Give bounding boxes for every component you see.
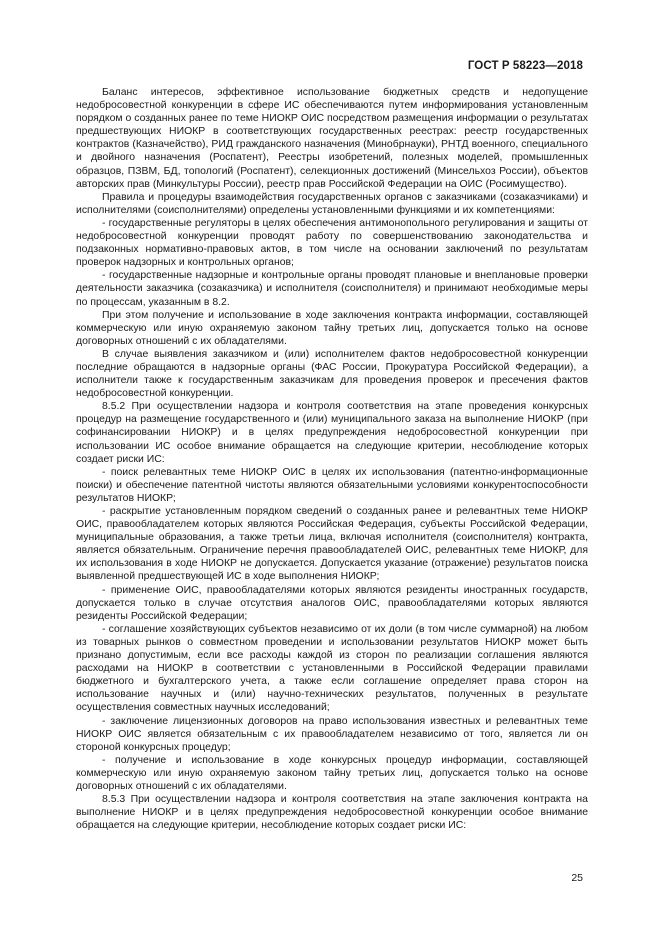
list-item-license-agreements: - заключение лицензионных договоров на право использования известных и релевантных теме НИОКР ОИС является обязательным с их правообладателем независимо от того, является ли он стороной конкурсных процедур; (76, 715, 588, 753)
list-item-patent-search: - поиск релевантных теме НИОКР ОИС в целях их использования (патентно-информационные поиски) и обеспечение патентной чистоты являются обязательными условиями конкурентоспособности результатов НИОКР; (76, 466, 588, 504)
page-number: 25 (571, 872, 583, 884)
document-id-header: ГОСТ Р 58223—2018 (467, 60, 583, 72)
list-item-regulators: - государственные регуляторы в целях обеспечения антимонопольного регулирования и защиты от недобросовестной конкуренции проводят работу по совершенствованию законодательства и подзаконных нормативно-правовых актов, в том числе на основании заключений по результатам проверок надзорных и контрольных органов; (76, 217, 588, 269)
paragraph-section-8-5-3: 8.5.3 При осуществлении надзора и контроля соответствия на этапе заключения контракта на выполнение НИОКР и в целях предупреждения недобросовестной конкуренции особое внимание обращается на следующие критерии, несоблюдение которых создает риски ИС: (76, 794, 588, 832)
paragraph-trade-secret: При этом получение и использование в ходе заключения контракта информации, составляющей коммерческую или иную охраняемую законом тайну третьих лиц, допускается только на основе договорных отношений с их обладателями. (76, 309, 588, 347)
paragraph-balance-interests: Баланс интересов, эффективное использование бюджетных средств и недопущение недобросовестной конкуренции в сфере ИС обеспечиваются путем информирования установленным порядком о созданных ранее по теме НИОКР ОИС посредством размещения информации о результатах предшествующих НИОКР в соответствующих государственных реестрах: реестр государственных контрактов (Казначейство), РИД гражданского назначения (Минобрнауки), РНТД военного, специального и двойного назначения (Роспатент), Реестры изобретений, полезных моделей, промышленных образцов, ПЗВМ, БД, топологий (Роспатент), селекционных достижений (Минсельхоз России), объектов авторских прав (Минкультуры России), реестр прав Российской Федерации на ОИС (Росимущество). (76, 87, 588, 190)
body-text (76, 86, 588, 832)
paragraph-interaction-rules: Правила и процедуры взаимодействия государственных органов с заказчиками (созаказчиками) и исполнителями (соисполнителями) определены установленными функциями и их компетенциями: (76, 191, 588, 216)
paragraph-unfair-competition: В случае выявления заказчиком и (или) исполнителем фактов недобросовестной конкуренции последние обращаются в надзорные органы (ФАС России, Прокуратура Российской Федерации), а исполнители также к государственным заказчикам для проведения проверок и пресечения фактов недобросовестной конкуренции. (76, 348, 588, 400)
paragraph-section-8-5-2: 8.5.2 При осуществлении надзора и контроля соответствия на этапе проведения конкурсных процедур на размещение государственного и (или) муниципального заказа на выполнение НИОКР (при софинансировании НИОКР) и в целях предупреждения недобросовестной конкуренции при использовании ИС особое внимание обращается на следующие критерии, несоблюдение которых создает риски ИС: (76, 401, 588, 465)
list-item-supervisory-bodies: - государственные надзорные и контрольные органы проводят плановые и внеплановые проверки деятельности заказчика (созаказчика) и исполнителя (соисполнителя) и принимают необходимые меры по процессам, указанным в 8.2. (76, 270, 588, 308)
list-item-foreign-residents: - применение ОИС, правообладателями которых являются резиденты иностранных государств, допускается только в случае отсутствия аналогов ОИС, правообладателями которых являются резиденты Российской Федерации; (76, 584, 588, 622)
list-item-agreement: - соглашение хозяйствующих субъектов независимо от их доли (в том числе суммарной) на любом из товарных рынков о совместном проведении и использовании результатов НИОКР может быть признано допустимым, если все расходы каждой из сторон по реализации соглашения являются расходами на НИОКР в соответствии с установленными в Российской Федерации правилами бюджетного и бухгалтерского учета, а также если соглашение определяет права сторон на использование научных и (или) научно-технических результатов, полученных в результате осуществления совместных научных исследований; (76, 623, 588, 714)
list-item-disclosure: - раскрытие установленным порядком сведений о созданных ранее и релевантных теме НИОКР ОИС, правообладателем которых являются Российская Федерация, субъекты Российской Федерации, муниципальные образования, а также третьи лица, включая исполнителя (соисполнителя) контракта, является обязательным. Ограничение перечня правообладателей ОИС, релевантных теме НИОКР, для их использования в ходе НИОКР не допускается. Допускается указание (отражение) результатов поиска выявленной предшествующей ИС в ходе выполнения НИОКР; (76, 506, 588, 583)
list-item-confidential-info: - получение и использование в ходе конкурсных процедур информации, составляющей коммерческую или иную охраняемую законом тайну третьих лиц, допускается только на основе договорных отношений с их обладателями. (76, 754, 588, 792)
